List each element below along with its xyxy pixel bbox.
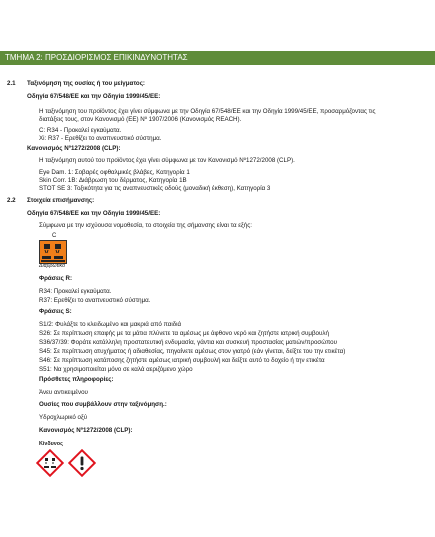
directive-text-line-2: διατάξεις τους, στον Κανονισμό (ΕΕ) Nº 1907/2006 (Κανονισμός REACH). xyxy=(39,116,242,123)
label-directive-text: Σύμφωνα με την ισχύουσα νομοθεσία, το στοιχεία της σήμανσης είναι τα εξής: xyxy=(39,222,252,229)
r-phrase: R34: Προκαλεί εγκαύματα. xyxy=(39,288,112,295)
s-phrase: S51: Να χρησιμοποιείται μόνο σε καλά αεριζόμενο χώρο xyxy=(39,366,193,373)
section-title-2-1: Ταξινόμηση της ουσίας ή του μείγματος: xyxy=(27,80,145,87)
s-phrase: S45: Σε περίπτωση ατυχήματος ή αδιαθεσίας, πηγαίνετε αμέσως στον γιατρό (εάν γίνεται, δείξτε του την ετικέτα) xyxy=(39,348,346,355)
signal-word: Κίνδυνος xyxy=(39,441,63,447)
section-banner: ΤΜΗΜΑ 2: ΠΡΟΣΔΙΟΡΙΣΜΟΣ ΕΠΙΚΙΝΔΥΝΟΤΗΤΑΣ xyxy=(0,51,435,65)
s-phrases-heading: Φράσεις S: xyxy=(39,308,72,315)
ghs-corrosion-icon xyxy=(36,449,64,477)
clp-text: Η ταξινόμηση αυτού του προϊόντος έχει γίνει σύμφωνα με τον Κανονισμό Nº1272/2008 (CLP). xyxy=(39,157,295,164)
label-directive-heading: Οδηγία 67/548/ΕΕ και την Οδηγία 1999/45/ΕΕ: xyxy=(27,210,161,217)
s-phrase: S46: Σε περίπτωση κατάποσης ζητήστε αμέσως ιατρική συμβουλή και δείξτε αυτό το δοχείο ή την ετικέτα xyxy=(39,357,325,364)
contributing-substances-heading: Ουσίες που συμβάλλουν στην ταξινόμηση.: xyxy=(39,401,167,408)
extra-info-text: Άνευ αντικειμένου xyxy=(39,389,88,396)
directive-class-2: Xi: R37 - Ερεθίζει το αναπνευστικό σύστημα. xyxy=(39,135,162,142)
clp-class-3: STOT SE 3: Τοξικότητα για τις αναπνευστικές οδούς (μοναδική έκθεση), Κατηγορία 3 xyxy=(39,185,271,192)
clp-heading: Κανονισμός Nº1272/2008 (CLP): xyxy=(27,145,121,152)
section-number-2-1: 2.1 xyxy=(7,80,16,87)
ghs-exclamation-icon xyxy=(68,449,96,477)
label-clp-heading: Κανονισμός Nº1272/2008 (CLP): xyxy=(39,427,133,434)
directive-heading: Οδηγία 67/548/ΕΕ και την Οδηγία 1999/45/ΕΕ: xyxy=(27,93,161,100)
symbol-caption: Διαβρωτικό xyxy=(39,263,65,269)
corrosive-symbol-icon xyxy=(39,240,67,264)
section-number-2-2: 2.2 xyxy=(7,197,16,204)
s-phrase: S1/2: Φυλάξτε το κλειδωμένο και μακριά από παιδιά xyxy=(39,321,182,328)
s-phrase: S36/37/39: Φοράτε κατάλληλη προστατευτική ενδυμασία, γάντια και συσκευή προστασίας ματιών/προσώπου xyxy=(39,339,337,346)
r-phrase: R37: Ερεθίζει το αναπνευστικό σύστημα. xyxy=(39,297,151,304)
clp-class-2: Skin Corr. 1B: Διάβρωση του δέρματος, Κατηγορία 1B xyxy=(39,177,187,184)
clp-class-1: Eye Dam. 1: Σοβαρές οφθαλμικές βλάβες, Κατηγορία 1 xyxy=(39,169,190,176)
directive-class-1: C: R34 - Προκαλεί εγκαύματα. xyxy=(39,127,122,134)
symbol-letter: C xyxy=(52,233,57,239)
directive-text-line-1: Η ταξινόμηση του προϊόντος έχει γίνει σύμφωνα με την Οδηγία 67/548/ΕΕ και την Οδηγία 1999/45/ΕΕ, προσαρμόζοντας τις xyxy=(39,108,376,115)
r-phrases-heading: Φράσεις R: xyxy=(39,275,73,282)
s-phrase: S26: Σε περίπτωση επαφής με τα μάτια πλύνετε τα αμέσως με άφθονο νερό και ζητήστε ιατρική συμβουλή xyxy=(39,330,329,337)
contributing-substance: Υδροχλωρικό οξύ xyxy=(39,414,88,421)
section-title-2-2: Στοιχεία επισήμανσης: xyxy=(27,197,95,204)
extra-info-heading: Πρόσθετες πληροφορίες: xyxy=(39,376,114,383)
